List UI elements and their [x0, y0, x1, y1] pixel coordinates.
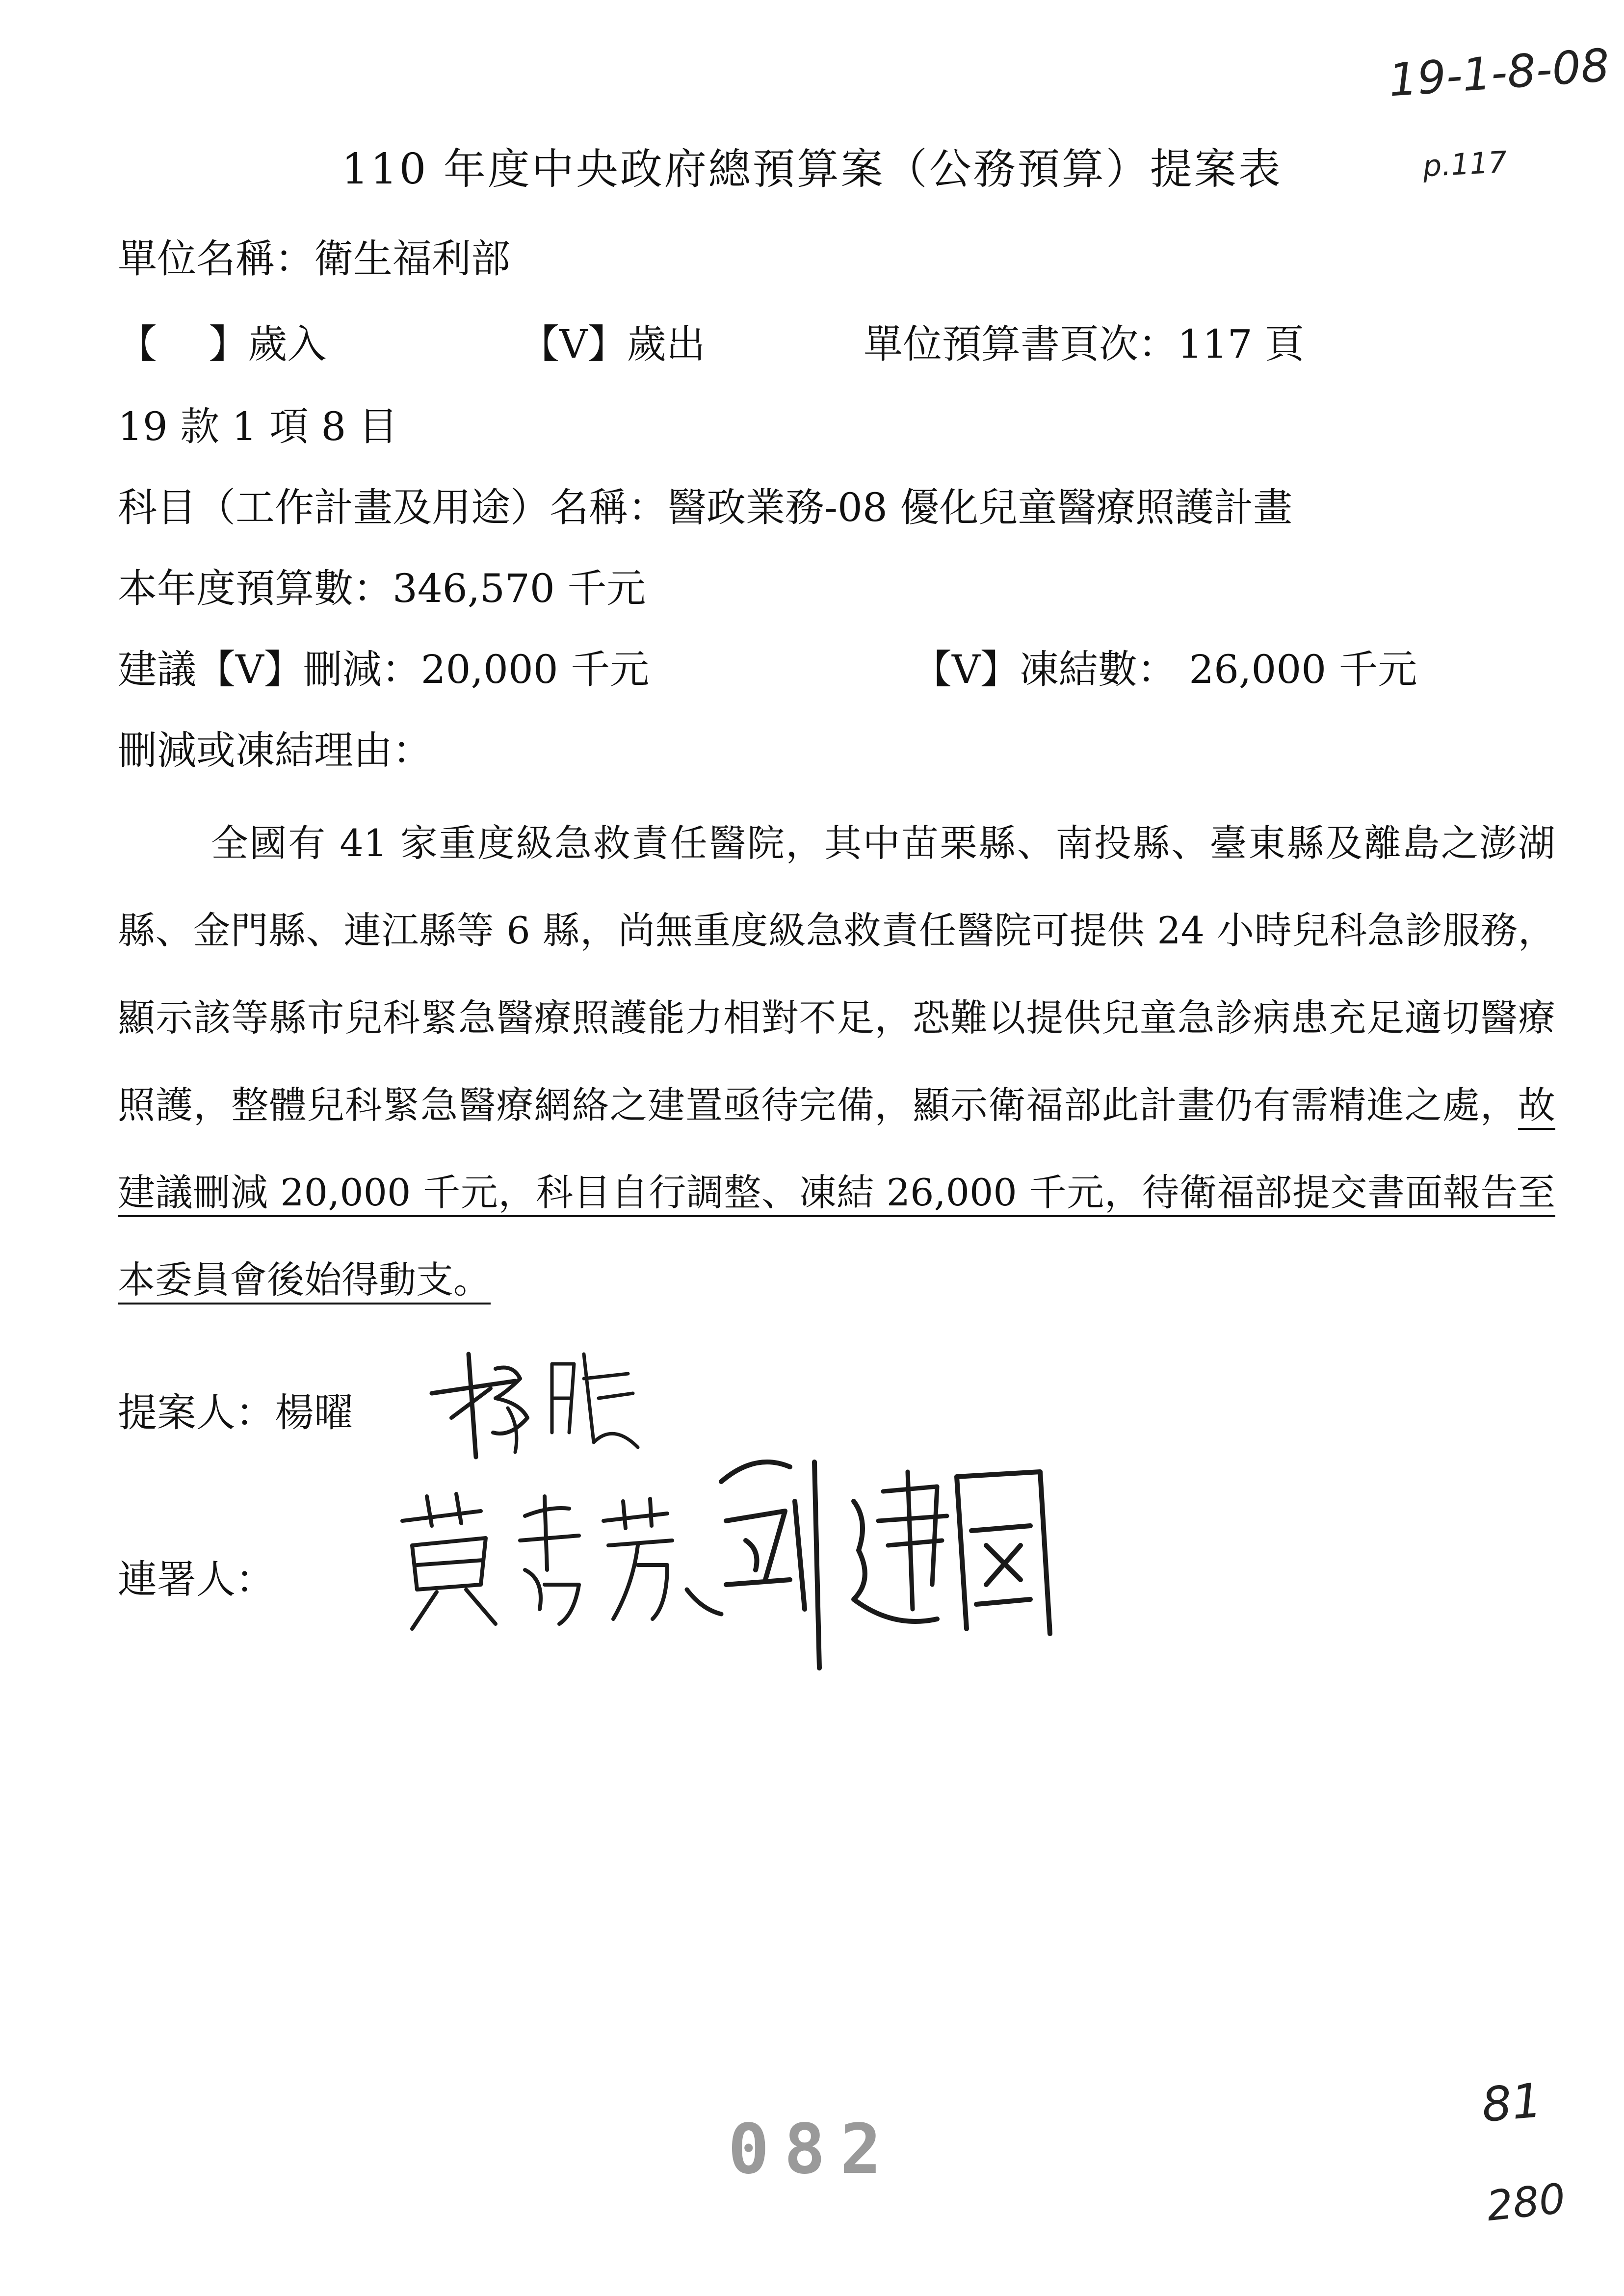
cosigner-label: 連署人： [118, 1557, 275, 1602]
reason-text: 全國有 41 家重度級急救責任醫院，其中苗栗縣、南投縣、臺東縣及離島之澎湖縣、金門縣、連江縣等 6 縣，尚無重度級急救責任醫院可提供 24 小時兒科急診服務，顯示該等縣市兒科緊急醫療照護能力相對不足，恐難以提供兒童急診病患充足適切醫療照護，整體兒科緊急醫療網絡之建置亟待完備，顯示衛福部此計畫仍有需精進之處， [118, 821, 1555, 1127]
unit-name: 單位名稱：衛生福利部 [118, 236, 510, 282]
page-stamp: 082 [728, 2110, 896, 2190]
handwritten-note-280: 280 [1484, 2174, 1568, 2231]
reason-label: 刪減或凍結理由： [118, 728, 432, 773]
revenue-checkbox: 【 】歲入 [118, 321, 327, 367]
document-title: 110 年度中央政府總預算案（公務預算）提案表 [341, 145, 1283, 194]
handwritten-note-81: 81 [1479, 2072, 1544, 2133]
cut-amount: 建議【V】刪減：20,000 千元 [118, 647, 650, 692]
handwritten-reference: 19-1-8-08 [1387, 39, 1611, 107]
budget-page: 單位預算書頁次：117 頁 [864, 321, 1305, 367]
reason-paragraph [118, 800, 1555, 1324]
subject-name: 科目（工作計畫及用途）名稱：醫政業務-08 優化兒童醫療照護計畫 [118, 485, 1293, 530]
freeze-amount: 【V】凍結數： 26,000 千元 [913, 647, 1417, 692]
reason-conclusion: 故建議刪減 20,000 千元，科目自行調整、凍結 26,000 千元，待衛福部提交書面報告至本委員會後始得動支。 [118, 1083, 1555, 1302]
handwritten-page-note: p.117 [1422, 145, 1508, 184]
proposer-label: 提案人：楊曜 [118, 1390, 353, 1435]
budget-amount: 本年度預算數：346,570 千元 [118, 566, 646, 611]
expense-checkbox: 【V】歲出 [520, 321, 706, 367]
cosigner-signature [383, 1423, 1060, 1678]
section-number: 19 款 1 項 8 目 [118, 404, 398, 449]
